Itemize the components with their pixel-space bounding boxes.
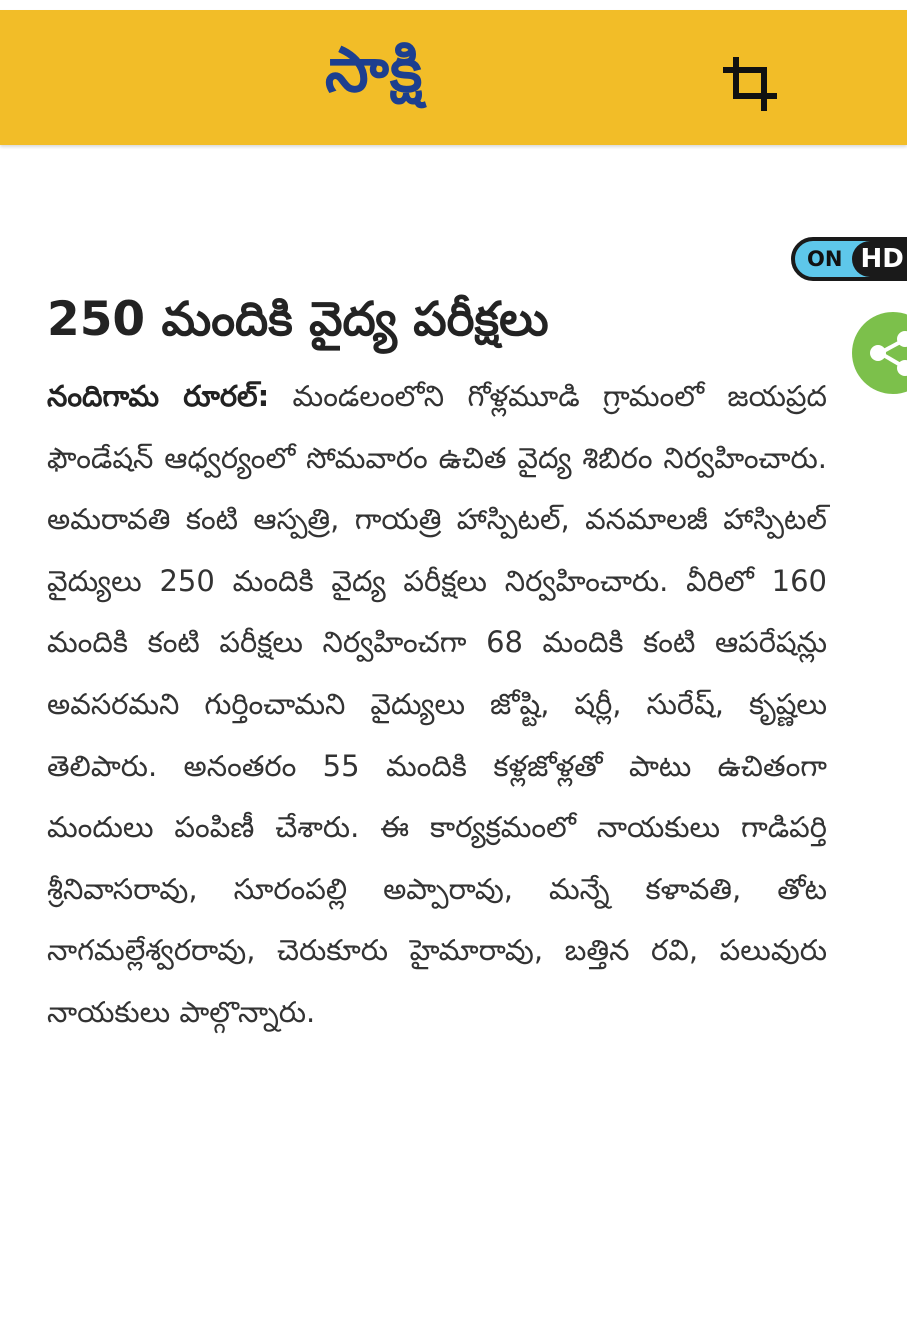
article-dateline: నందిగామ రూరల్: — [47, 379, 270, 413]
article-body-text: మండలంలోని గోళ్లమూడి గ్రామంలో జయప్రద ఫౌండేషన్ ఆధ్వర్యంలో సోమవారం ఉచిత వైద్య శిబిరం నిర్వహించారు. అమరావతి కంటి ఆస్పత్రి, గాయత్రి హాస్పిటల్, వనమాలజీ హాస్పిటల్ వైద్యులు 250 మందికి వైద్య పరీక్షలు నిర్వహించారు. వీరిలో 160 మందికి కంటి పరీక్షలు నిర్వహించగా 68 మందికి కంటి ఆపరేషన్లు అవసరమని గుర్తించామని వైద్యులు జోష్టి, షర్లీ, సురేష్, కృష్ణలు తెలిపారు. అనంతరం 55 మందికి కళ్లజోళ్లతో పాటు ఉచితంగా మందులు పంపిణీ చేశారు. ఈ కార్యక్రమంలో నాయకులు గాడిపర్తి శ్రీనివాసరావు, సూరంపల్లి అప్పారావు, మన్నే కళావతి, తోట నాగమల్లేశ్వరరావు, చెరుకూరు హైమారావు, బత్తిన రవి, పలువురు నాయకులు పాల్గొన్నారు. — [47, 379, 828, 1029]
app-header — [0, 10, 907, 145]
news-article — [47, 280, 827, 1044]
hd-label: HD — [852, 241, 907, 277]
sakshi-logo: సాక్షి — [325, 33, 424, 106]
share-icon — [852, 312, 907, 394]
on-hd-badge[interactable] — [791, 237, 907, 281]
on-label: ON — [807, 247, 843, 271]
crop-icon[interactable] — [722, 54, 780, 112]
share-button[interactable] — [852, 312, 907, 394]
article-headline: 250 మందికి వైద్య పరీక్షలు — [47, 292, 549, 347]
article-body — [47, 366, 827, 1044]
status-strip — [0, 0, 907, 10]
